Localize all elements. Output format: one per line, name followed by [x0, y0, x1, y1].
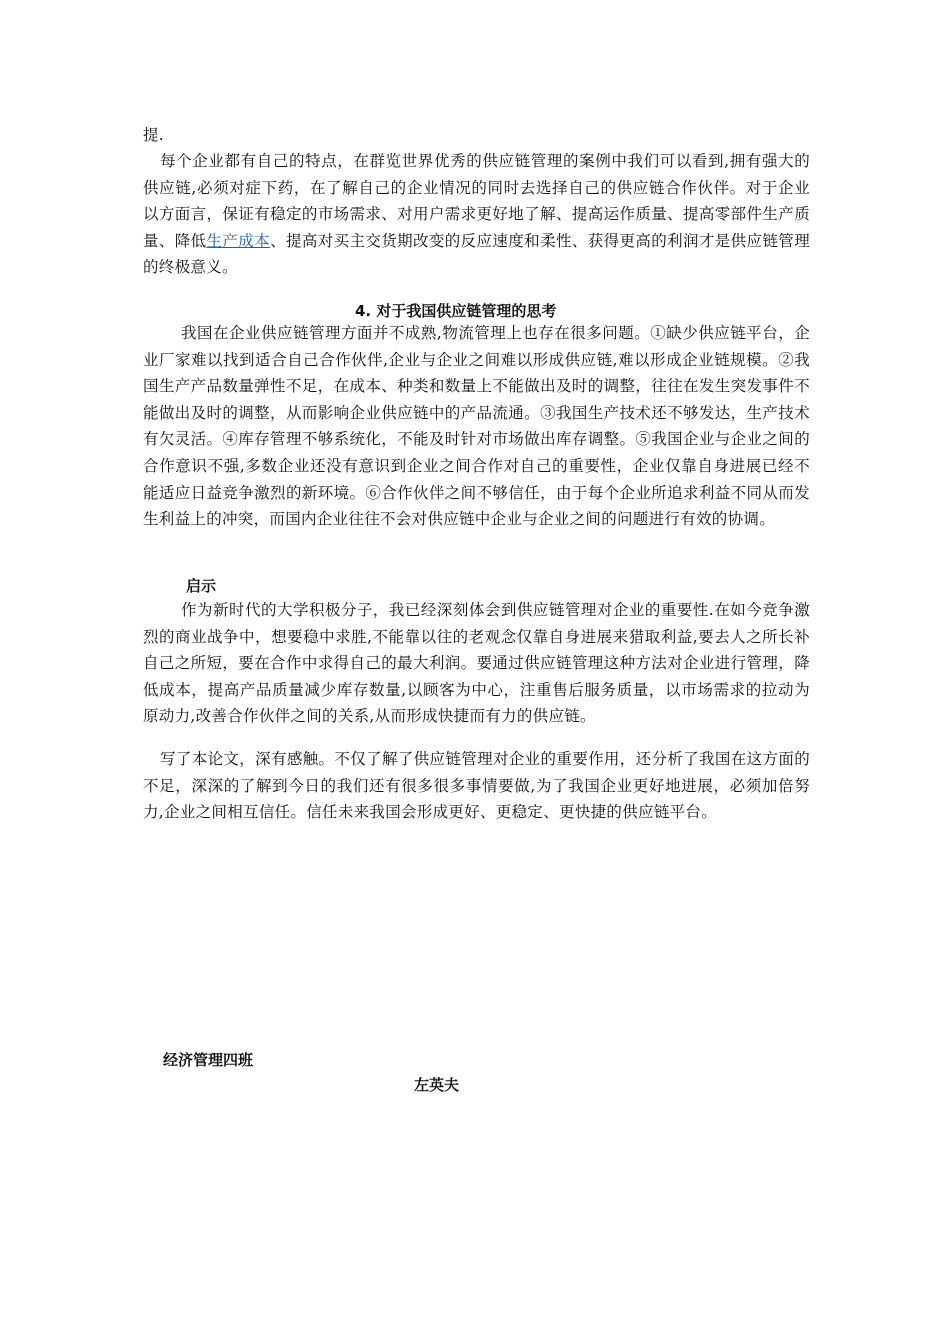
paragraph-text-end: 、提高对买主交货期改变的反应速度和柔性、获得更高的利润才是供应链管理的终极意义。: [143, 231, 810, 277]
paragraph-continuation: 提.: [143, 126, 165, 144]
section-4-body: 我国在企业供应链管理方面并不成熟,物流管理上也存在很多问题。①缺少供应链平台，企业厂家难以找到适合自己合作伙伴,企业与企业之间难以形成供应链,难以形成企业链规模。②我国生产产品数量弹性不足，在成本、种类和数量上不能做出及时的调整，往往在发生突发事件不能做出及时的调整，从而影响企业供应链中的产品流通。③我国生产技术还不够发达，生产技术有欠灵活。④库存管理不够系统化，不能及时针对市场做出库存调整。⑤我国企业与企业之间的合作意识不强,多数企业还没有意识到企业之间合作对自己的重要性，企业仅靠自身进展已经不能适应日益竞争激烈的新环境。⑥合作伙伴之间不够信任，由于每个企业所追求利益不同从而发生利益上的冲突，而国内企业往往不会对供应链中企业与企业之间的问题进行有效的协调。: [143, 324, 810, 529]
insight-heading: 启示: [186, 577, 217, 595]
class-name: 经济管理四班: [163, 1051, 254, 1069]
production-cost-link[interactable]: 生产成本: [206, 231, 271, 250]
insight-paragraph-1: 作为新时代的大学积极分子，我已经深刻体会到供应链管理对企业的重要性.在如今竞争激烈的商业战争中，想要稳中求胜,不能靠以往的老观念仅靠自身进展来猎取利益,要去人之所长补自己之所短，要在合作中求得自己的最大利润。要通过供应链管理这种方法对企业进行管理，降低成本，提高产品质量减少库存数量,以顾客为中心，注重售后服务质量，以市场需求的拉动为原动力,改善合作伙伴之间的关系,从而形成快捷而有力的供应链。: [143, 601, 810, 726]
paragraph-text: 每个企业都有自己的特点，在群览世界优秀的供应链管理的案例中我们可以看到,拥有强大的供应链,必须对症下药，在了解自己的企业情况的同时去选择自己的供应链合作伙伴。对于企业以方面言，保证有稳定的市场需求、对用户需求更好地了解、提高运作质量、提高零部件生产质量、降低: [143, 152, 810, 250]
paragraph-supply-chain-meaning: [143, 148, 810, 281]
author-name: 左英夫: [414, 1076, 460, 1094]
section-4-heading: 4. 对于我国供应链管理的思考: [355, 302, 557, 320]
insight-paragraph-2: 写了本论文，深有感触。不仅了解了供应链管理对企业的重要作用，还分析了我国在这方面的不足，深深的了解到今日的我们还有很多很多事情要做,为了我国企业更好地进展，必须加倍努力,企业之间相互信任。信任未来我国会形成更好、更稳定、更快捷的供应链平台。: [143, 750, 810, 822]
